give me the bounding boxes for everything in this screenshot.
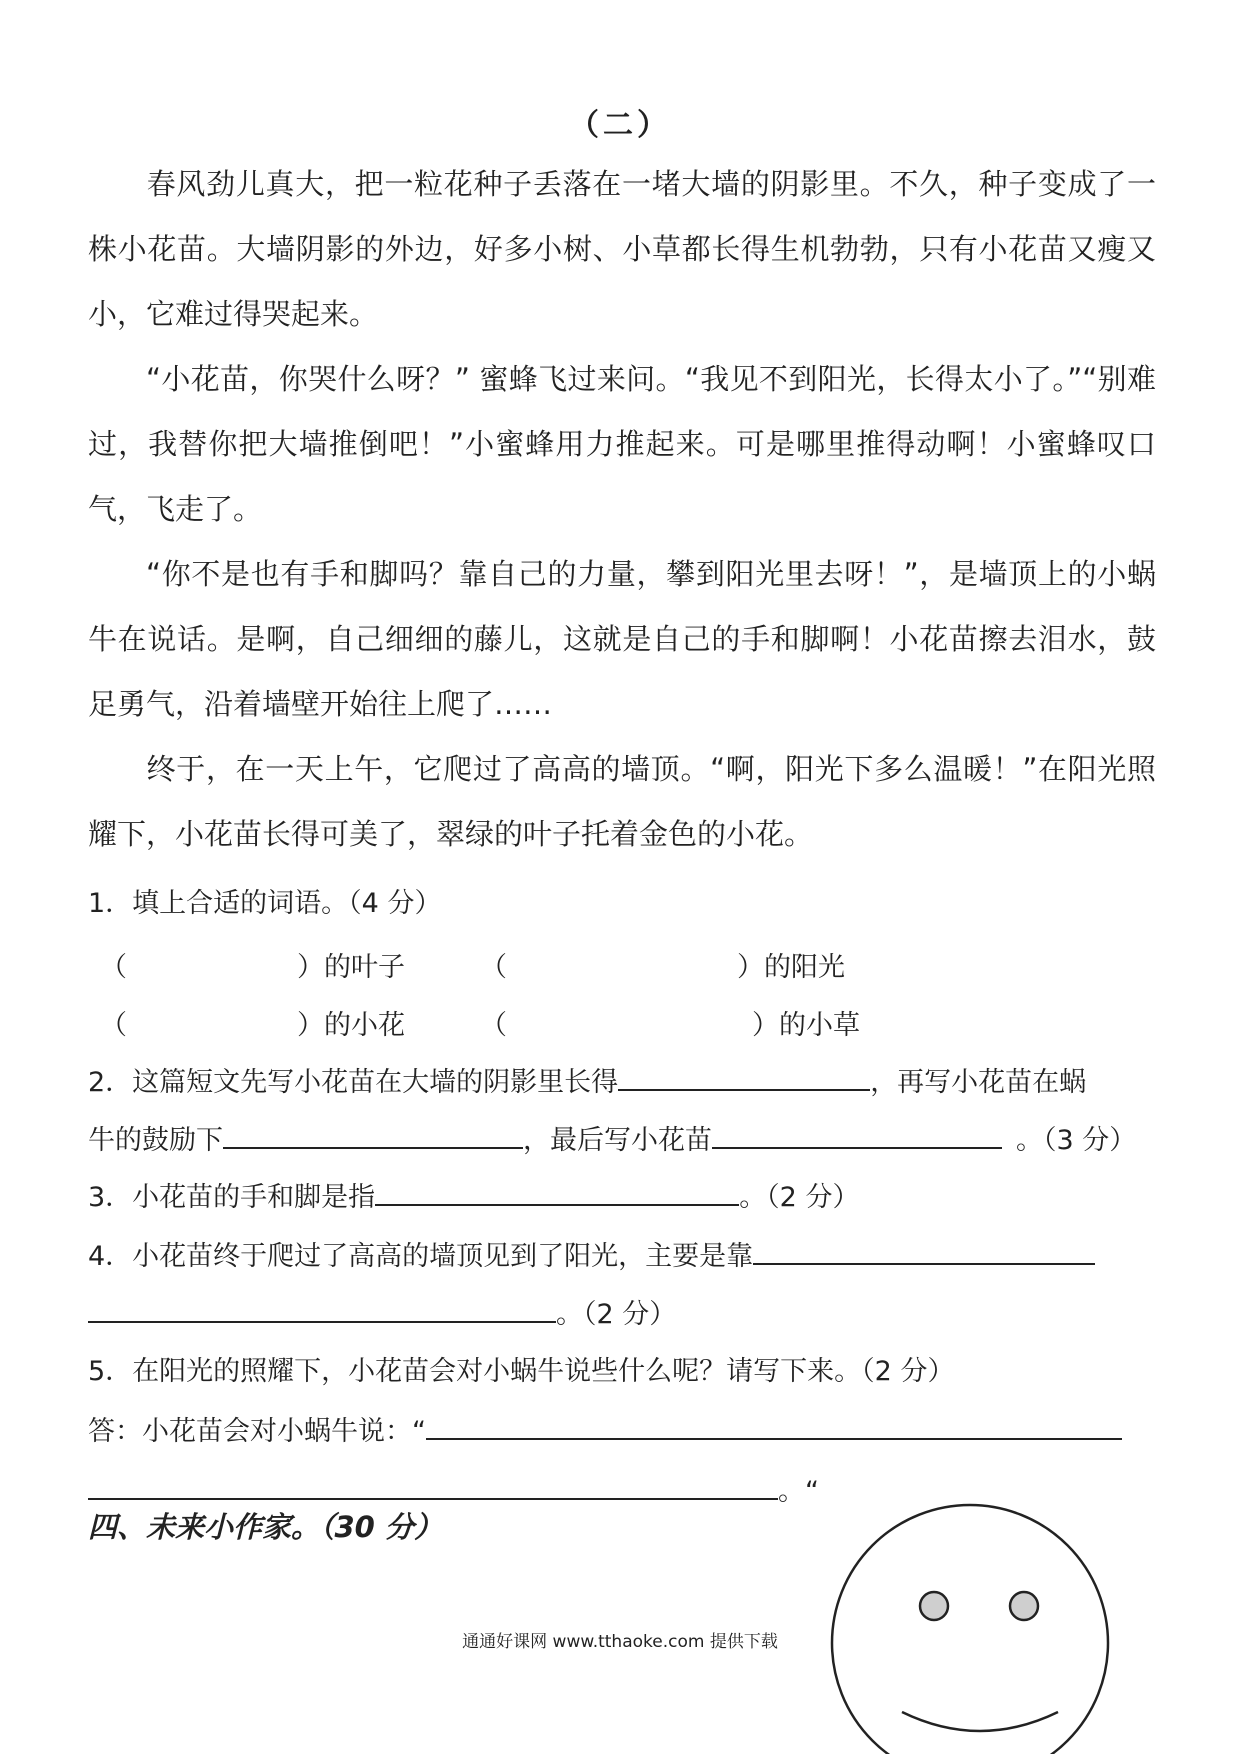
question-5-answer-line-2: 。“ [88, 1472, 819, 1512]
q2-answer-blank-2[interactable] [223, 1146, 523, 1149]
q1-blank-1[interactable]: （ ）的叶子 [100, 952, 405, 983]
passage-paragraph-2: “小花苗，你哭什么呀？” 蜜蜂飞过来问。“我见不到阳光，长得太小了。”“别难过，我替你把大墙推倒吧！”小蜜蜂用力推起来。可是哪里推得动啊！小蜜蜂叹口气，飞走了。 [88, 362, 1156, 526]
question-3: 3．小花苗的手和脚是指 。（2 分） [88, 1182, 860, 1213]
question-2-line-1: 2．这篇短文先写小花苗在大墙的阴影里长得 ，再写小花苗在蜗 [88, 1067, 1087, 1098]
q4-answer-blank-1[interactable] [753, 1262, 1095, 1265]
passage-paragraph-4: 终于，在一天上午，它爬过了高高的墙顶。“啊，阳光下多么温暖！”在阳光照耀下，小花苗长得可美了，翠绿的叶子托着金色的小花。 [88, 752, 1156, 851]
question-2-line-2: 牛的鼓励下 ，最后写小花苗 。（3 分） [88, 1125, 1137, 1156]
question-4-line-1: 4．小花苗终于爬过了高高的墙顶见到了阳光，主要是靠 [88, 1237, 1095, 1277]
q5-answer-blank-1[interactable] [426, 1437, 1122, 1440]
passage-paragraph-1: 春风劲儿真大，把一粒花种子丢落在一堵大墙的阴影里。不久，种子变成了一株小花苗。大墙阴影的外边，好多小树、小草都长得生机勃勃，只有小花苗又瘦又小，它难过得哭起来。 [88, 167, 1156, 331]
left-eye-icon [920, 1592, 948, 1620]
section-heading: 四、未来小作家。（30 分） [88, 1510, 443, 1544]
smile-mouth-icon [902, 1712, 1058, 1731]
q4-answer-blank-2[interactable] [88, 1320, 556, 1323]
q5-answer-blank-2[interactable] [88, 1497, 778, 1500]
question-1: 1．填上合适的词语。（4 分） [88, 888, 442, 919]
section-title: （二） [569, 108, 671, 143]
question-5-answer-line-1: 答：小花苗会对小蜗牛说：“ [88, 1412, 1122, 1452]
q1-blank-3[interactable]: （ ）的小花 [100, 1010, 405, 1041]
q2-answer-blank-1[interactable] [618, 1088, 870, 1091]
question-5: 5．在阳光的照耀下，小花苗会对小蜗牛说些什么呢？请写下来。（2 分） [88, 1356, 955, 1387]
passage-paragraph-3: “你不是也有手和脚吗？靠自己的力量，攀到阳光里去呀！”，是墙顶上的小蜗牛在说话。是啊，自己细细的藤儿，这就是自己的手和脚啊！小花苗擦去泪水，鼓足勇气，沿着墙壁开始往上爬了…… [88, 557, 1156, 721]
q2-answer-blank-3[interactable] [712, 1146, 1002, 1149]
q1-blank-2[interactable]: （ ）的阳光 [480, 952, 845, 983]
page-footer: 通通好课网 www.tthaoke.com 提供下载 [462, 1632, 778, 1652]
right-eye-icon [1010, 1592, 1038, 1620]
q3-answer-blank[interactable] [375, 1203, 739, 1206]
question-4-line-2: 。（2 分） [88, 1295, 676, 1335]
q1-blank-4[interactable]: （ ）的小草 [480, 1010, 860, 1041]
